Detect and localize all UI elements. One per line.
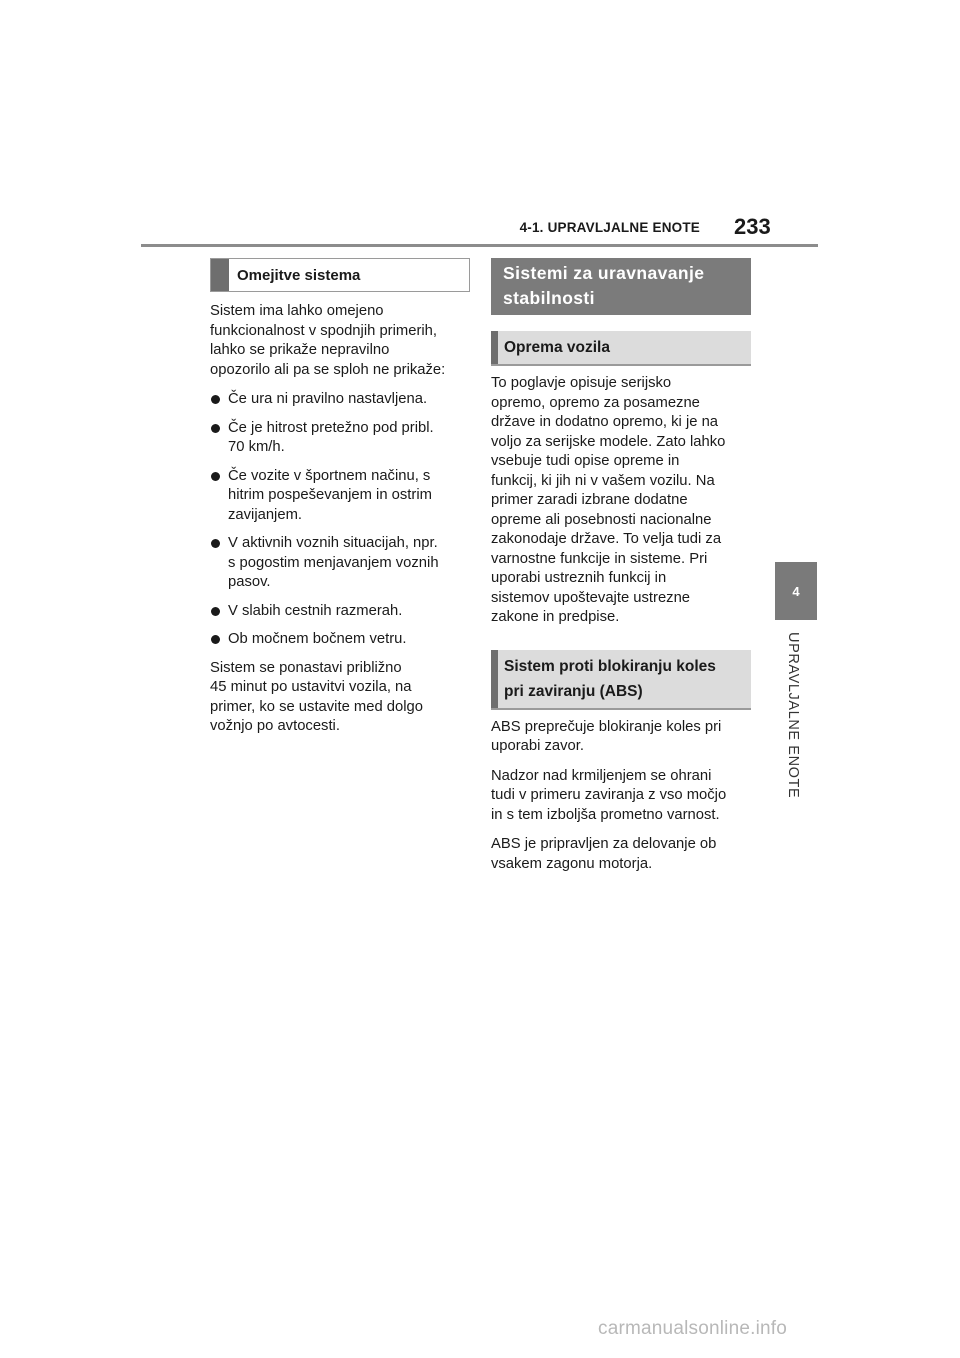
chapter-tab[interactable] — [775, 562, 817, 620]
list-item: Če vozite v športnem načinu, s hitrim pospeševanjem in ostrim zavijanjem. — [210, 467, 470, 526]
abs-paragraph: ABS je pripravljen za delovanje ob vsakem zagonu motorja. — [491, 836, 717, 872]
vehicle-equipment-heading: Oprema vozila — [491, 331, 751, 366]
section-heading: Sistemi za uravnavanje stabilnosti — [491, 258, 751, 315]
heading-marker — [211, 259, 229, 291]
bullet-icon — [211, 472, 220, 481]
limitations-outro: Sistem se ponastavi približno 45 minut po ustavitvi vozila, na primer, ko se ustavite med dolgo vožnjo po avtocesti. — [210, 659, 424, 734]
chapter-tab-label: UPRAVLJALNE ENOTE — [785, 632, 801, 799]
abs-heading: Sistem proti blokiranju koles pri zaviranju (ABS) — [491, 650, 751, 710]
list-item: Ob močnem bočnem vetru. — [210, 630, 470, 650]
page-number: 233 — [734, 214, 771, 239]
abs-paragraph: ABS preprečuje blokiranje koles pri uporabi zavor. — [491, 718, 722, 754]
chapter-tab-number: 4 — [792, 583, 800, 599]
list-item: V aktivnih voznih situacijah, npr. s pogostim menjavanjem voznih pasov. — [210, 534, 470, 593]
vehicle-equipment-text: To poglavje opisuje serijsko opremo, opremo za posamezne države in dodatno opremo, ki je na voljo za serijske modele. Zato lahko vsebuje tudi opise opreme in funkcij, ki jih ni v vašem vozilu. Na primer zaradi izbrane dodatne opreme ali posebnosti nacionalne zakonodaje države. To velja tudi za varnostne funkcije in sisteme. Pri uporabi ustreznih funkcij in sistemov upoštevajte ustrezne zakone in predpise. — [491, 375, 726, 625]
limitations-list — [210, 390, 470, 650]
limitations-heading-box — [210, 258, 470, 292]
right-column — [491, 258, 751, 884]
chapter-heading: 4-1. UPRAVLJALNE ENOTE — [519, 220, 700, 235]
list-item: Če ura ni pravilno nastavljena. — [210, 390, 470, 410]
bullet-icon — [211, 424, 220, 433]
heading-marker — [491, 331, 498, 364]
watermark: carmanualsonline.info — [598, 1318, 788, 1339]
left-column — [210, 258, 470, 747]
bullet-icon — [211, 395, 220, 404]
heading-marker — [491, 650, 498, 708]
limitations-intro: Sistem ima lahko omejeno funkcionalnost v spodnjih primerih, lahko se prikaže nepravilno opozorilo ali pa se sploh ne prikaže: — [210, 303, 446, 378]
bullet-icon — [211, 539, 220, 548]
header-divider — [141, 244, 818, 247]
list-item: Če je hitrost pretežno pod pribl. 70 km/h. — [210, 419, 470, 458]
abs-paragraph: Nadzor nad krmiljenjem se ohrani tudi v primeru zaviranja z vso močjo in s tem izboljša prometno varnost. — [491, 767, 727, 823]
bullet-icon — [211, 607, 220, 616]
limitations-heading: Omejitve sistema — [237, 266, 361, 284]
bullet-icon — [211, 635, 220, 644]
list-item: V slabih cestnih razmerah. — [210, 602, 470, 622]
